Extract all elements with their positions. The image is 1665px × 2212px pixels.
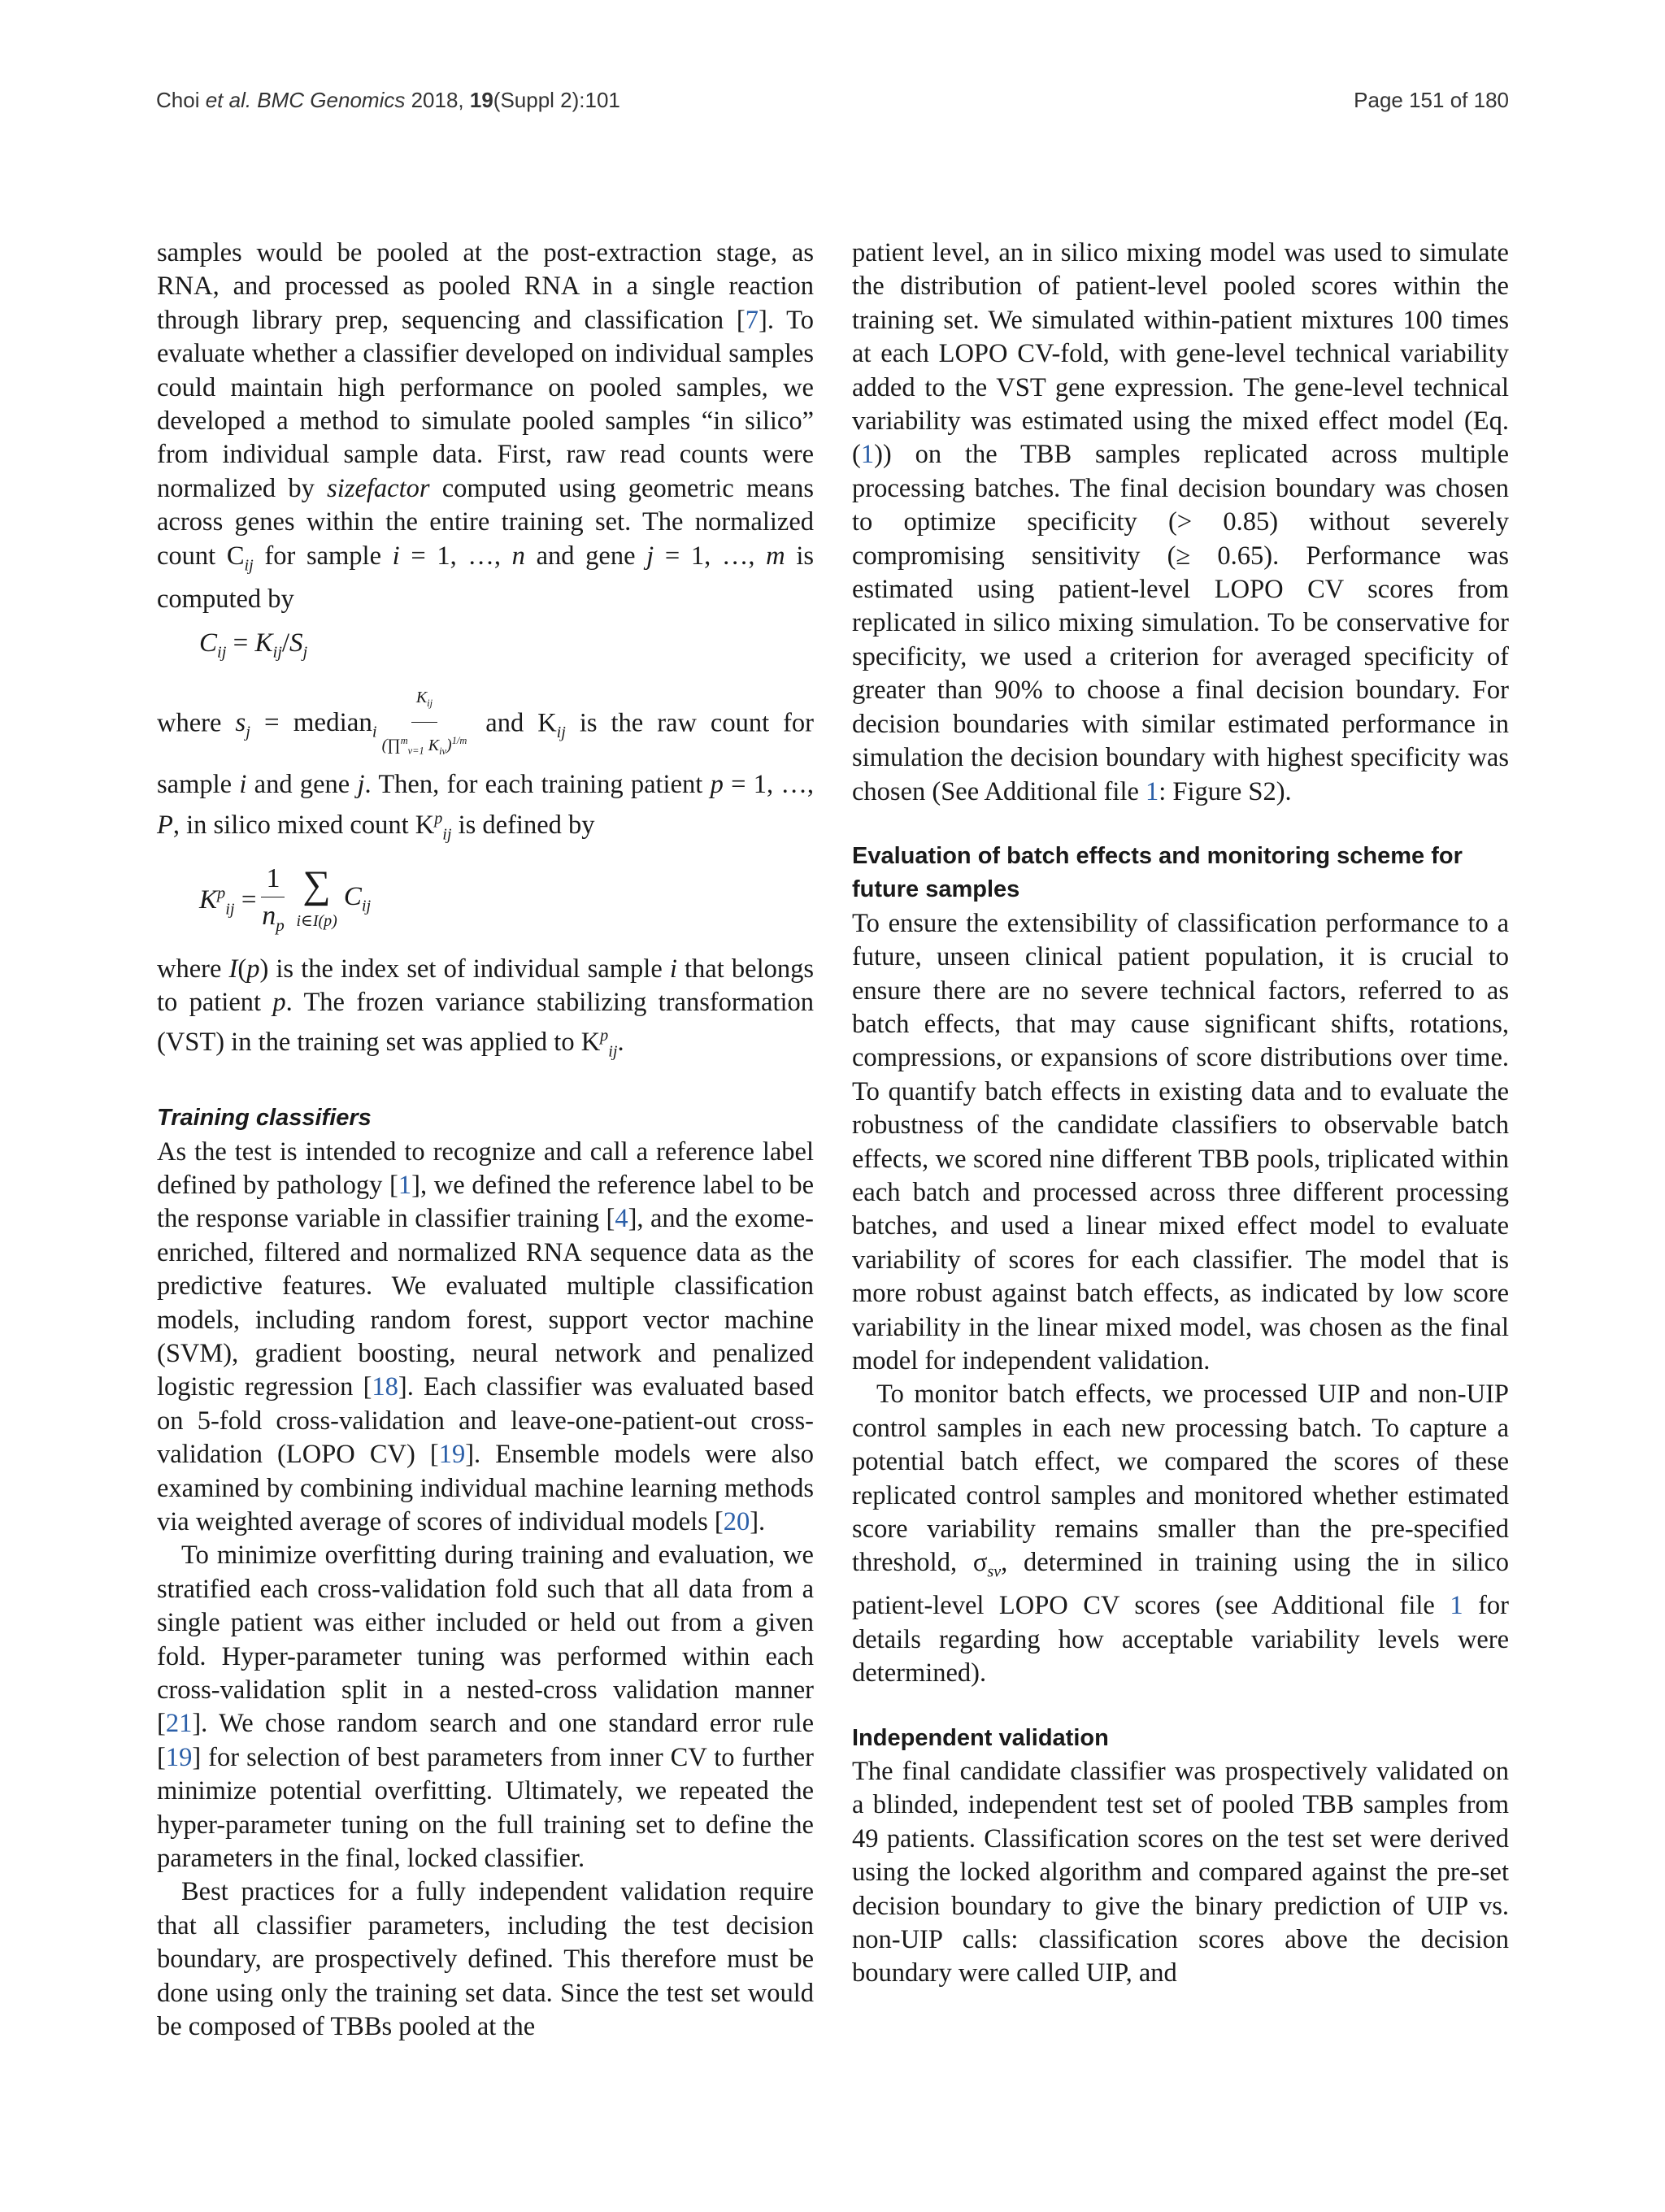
paragraph-best-practices: Best practices for a fully independent validation require that all classifier parameters, including the test decision boundary, are prospectively defined. This therefore must be done using only the training set data. Since the test set would be composed of TBBs pooled at the: [157, 1877, 814, 2042]
paragraph-independent-validation: The final candidate classifier was prospectively validated on a blinded, independent test set of pooled TBB samples from 49 patients. Classification scores on the test set were derived using the locked algorithm and compared against the pre-set decision boundary to give the binary prediction of UIP vs. non-UIP calls: classification scores above the decision boundary were called UIP, and: [852, 1756, 1509, 1988]
left-column: [157, 237, 814, 2045]
section-heading-training: Training classifiers: [157, 1105, 372, 1132]
section-heading-batch-effects: Evaluation of batch effects and monitoring scheme for future samples: [852, 842, 1463, 903]
right-column: [852, 237, 1509, 1991]
equation-normalized-count: $C_{ij} = K_{ij}/S_j$: [199, 628, 308, 663]
paragraph-pooling-simulation: samples would be pooled at the post-extraction stage, as RNA, and processed as pooled RNA in a single reaction through library prep, sequencing and classification [7]. To evaluate whether a classifier developed on individual samples could maintain high performance on pooled samples, we developed a method to simulate pooled samples “in silico” from individual sample data. First, raw read counts were normalized by sizefactor computed using geometric means across genes within the entire training set. The normalized count $C_{ij}$ for sample i = 1, …, n and gene j = 1, …, m is computed by: [157, 238, 814, 614]
citation-link[interactable]: 18: [372, 1372, 398, 1402]
equation-mixed-count: $K^p_{ij}$ = $\frac{1}{n_p}$ ∑ i∈I(p) $C_{ij}$: [199, 863, 372, 935]
additional-file-link[interactable]: 1: [1146, 776, 1159, 806]
citation-link[interactable]: 1: [398, 1170, 412, 1200]
section-heading-validation: Independent validation: [852, 1724, 1109, 1751]
journal-citation: Choi et al. BMC Genomics 2018, 19(Suppl 2):101: [156, 88, 620, 112]
citation-link[interactable]: 20: [723, 1507, 750, 1536]
citation-link[interactable]: 19: [165, 1742, 193, 1772]
citation-link[interactable]: 19: [438, 1440, 466, 1470]
paragraph-overfitting: To minimize overfitting during training and evaluation, we stratified each cross-validation fold such that all data from a single patient was either included or held out from a given fold. Hyper-parameter tuning was performed within each cross-validation split in a nested-cross validation manner [21]. We chose random search and one standard error rule [19] for selection of best parameters from inner CV to further minimize potential overfitting. Ultimately, we repeated the hyper-parameter tuning on the full training set to define the parameters in the final, locked classifier.: [157, 1541, 814, 1874]
equation-sizefactor: $s_j$ = median$_i$ $\frac{K_{ij}}{(\prod^m_{v=1} K_{iv})^{1/m}}$: [235, 708, 472, 737]
paragraph-batch-effects: To ensure the extensibility of classification performance to a future, unseen clinical patient population, it is crucial to ensure there are no severe technical factors, referred to as batch effects, that may cause significant shifts, rotations, compressions, or expansions of score distributions over time. To quantify batch effects in existing data and to evaluate the robustness of the candidate classifiers to observable batch effects, we scored nine different TBB pools, triplicated within each batch and processed across three different processing batches, and used a linear mixed effect model to evaluate variability of scores for each classifier. The model that is more robust against batch effects, as indicated by low score variability in the linear mixed model, was chosen as the final model for independent validation.: [852, 908, 1509, 1375]
paragraph-sizefactor-definition: where $s_j$ = median$_i$ $\frac{K_{ij}}{(\prod^m_{v=1} K_{iv})^{1/m}}$ and $K_{ij}$ is the raw count for sample i and gene j. Then, for each training patient p = 1, …, P, in silico mixed count $K^p_{ij}$ is defined by: [157, 681, 814, 852]
running-header: [156, 88, 1509, 113]
paragraph-vst: where I(p) is the index set of individual sample i that belongs to patient p. The frozen variance stabilizing transformation (VST) in the training set was applied to $K^p_{ij}$.: [157, 954, 814, 1061]
citation-link[interactable]: 21: [165, 1709, 193, 1739]
equation-link[interactable]: 1: [860, 440, 875, 470]
citation-link[interactable]: 4: [615, 1204, 628, 1234]
paragraph-monitor-batch: To monitor batch effects, we processed UIP and non-UIP control samples in each new processing batch. To capture a potential batch effect, we compared the scores of these replicated control samples and monitored whether estimated score variability remains smaller than the pre-specified threshold, $\sigma_{sv}$, determined in training using the in silico patient-level LOPO CV scores (see Additional file 1 for details regarding how acceptable variability levels were determined).: [852, 1380, 1509, 1688]
citation-link[interactable]: 7: [745, 305, 759, 335]
paragraph-in-silico-mixing: patient level, an in silico mixing model was used to simulate the distribution of patient-level pooled scores within the training set. We simulated within-patient mixtures 100 times at each LOPO CV-fold, with gene-level technical variability added to the VST gene expression. The gene-level technical variability was estimated using the mixed effect model (Eq. (1)) on the TBB samples replicated across multiple processing batches. The final decision boundary was chosen to optimize specificity (> 0.85) without severely compromising sensitivity (≥ 0.65). Performance was estimated using patient-level LOPO CV scores from replicated in silico mixing simulation. To be conservative for specificity, we used a criterion for averaged specificity of greater than 90% to choose a final decision boundary. For decision boundaries with similar estimated performance in simulation the decision boundary with highest specificity was chosen (See Additional file 1: Figure S2).: [852, 238, 1509, 806]
paragraph-training-classifiers: As the test is intended to recognize and call a reference label defined by pathology [1], we defined the reference label to be the response variable in classifier training [4], and the exome-enriched, filtered and normalized RNA sequence data as the predictive features. We evaluated multiple classification models, including random forest, support vector machine (SVM), gradient boosting, neural network and penalized logistic regression [18]. Each classifier was evaluated based on 5-fold cross-validation and leave-one-patient-out cross-validation (LOPO CV) [19]. Ensemble models were also examined by combining individual machine learning methods via weighted average of scores of individual models [20].: [157, 1136, 815, 1536]
page-number: Page 151 of 180: [1354, 88, 1509, 112]
additional-file-link[interactable]: 1: [1450, 1591, 1463, 1621]
